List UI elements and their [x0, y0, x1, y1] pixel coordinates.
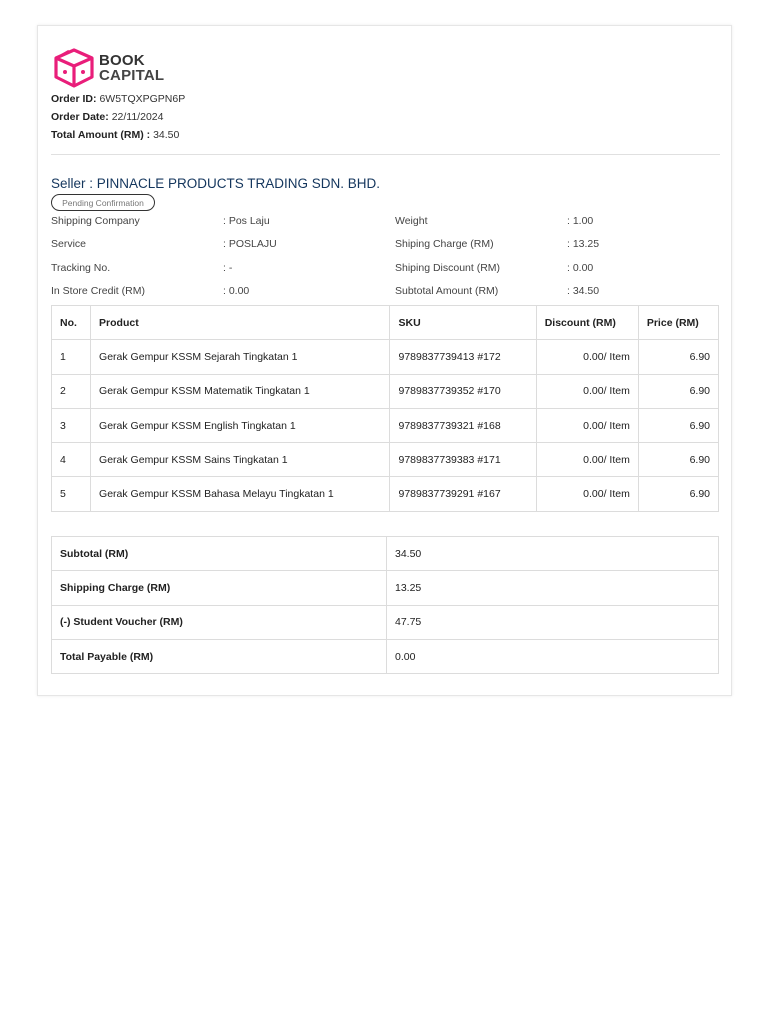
brand-line1: BOOK — [99, 52, 145, 69]
subtotal-amount-value: : 34.50 — [567, 285, 600, 297]
table-row — [52, 477, 719, 511]
shipping-company-label: Shipping Company — [51, 215, 140, 227]
item-product: Gerak Gempur KSSM English Tingkatan 1 — [91, 408, 390, 442]
table-row — [52, 340, 719, 374]
item-price: 6.90 — [638, 443, 718, 477]
order-card — [37, 25, 732, 696]
table-row — [52, 443, 719, 477]
table-row — [52, 537, 719, 571]
order-id: Order ID: 6W5TQXPGPN6P — [51, 93, 186, 105]
item-discount: 0.00/ Item — [536, 340, 638, 374]
subtotal-label: Subtotal (RM) — [52, 537, 387, 571]
subtotal-amount-label: Subtotal Amount (RM) — [395, 285, 499, 297]
col-header-sku: SKU — [390, 306, 536, 340]
voucher-value: 47.75 — [387, 605, 719, 639]
item-price: 6.90 — [638, 374, 718, 408]
item-product: Gerak Gempur KSSM Matematik Tingkatan 1 — [91, 374, 390, 408]
item-no: 3 — [52, 408, 91, 442]
table-row — [52, 571, 719, 605]
item-no: 1 — [52, 340, 91, 374]
table-row — [52, 639, 719, 673]
shipping-charge-label: Shiping Charge (RM) — [395, 238, 494, 250]
item-discount: 0.00/ Item — [536, 443, 638, 477]
voucher-label: (-) Student Voucher (RM) — [52, 605, 387, 639]
shipping-charge-value: : 13.25 — [567, 238, 600, 250]
service-label: Service — [51, 238, 87, 250]
divider — [51, 154, 720, 155]
col-header-price: Price (RM) — [638, 306, 718, 340]
brand-line2: CAPITAL — [99, 67, 165, 84]
item-discount: 0.00/ Item — [536, 408, 638, 442]
item-price: 6.90 — [638, 477, 718, 511]
table-row — [52, 408, 719, 442]
items-table — [51, 305, 719, 512]
order-date: Order Date: 22/11/2024 — [51, 111, 164, 123]
col-header-discount: Discount (RM) — [536, 306, 638, 340]
items-header-row — [52, 306, 719, 340]
total-payable-value: 0.00 — [387, 639, 719, 673]
table-row — [52, 605, 719, 639]
weight-label: Weight — [395, 215, 428, 227]
item-product: Gerak Gempur KSSM Bahasa Melayu Tingkatan 1 — [91, 477, 390, 511]
store-credit-value: : 0.00 — [223, 285, 250, 297]
item-sku: 9789837739383 #171 — [390, 443, 536, 477]
item-price: 6.90 — [638, 340, 718, 374]
item-sku: 9789837739413 #172 — [390, 340, 536, 374]
weight-value: : 1.00 — [567, 215, 594, 227]
order-total: Total Amount (RM) : 34.50 — [51, 129, 180, 141]
book-box-icon — [52, 47, 96, 89]
item-no: 5 — [52, 477, 91, 511]
item-no: 2 — [52, 374, 91, 408]
status-badge: Pending Confirmation — [51, 194, 155, 211]
seller-title: Seller : PINNACLE PRODUCTS TRADING SDN. BHD. — [51, 176, 381, 191]
item-sku: 9789837739321 #168 — [390, 408, 536, 442]
shipping-discount-label: Shiping Discount (RM) — [395, 262, 501, 274]
store-credit-label: In Store Credit (RM) — [51, 285, 145, 297]
totals-table — [51, 536, 719, 674]
tracking-label: Tracking No. — [51, 262, 111, 274]
shipping-company-value: : Pos Laju — [223, 215, 270, 227]
total-payable-label: Total Payable (RM) — [52, 639, 387, 673]
service-value: : POSLAJU — [223, 238, 277, 250]
col-header-product: Product — [91, 306, 390, 340]
item-sku: 9789837739352 #170 — [390, 374, 536, 408]
item-no: 4 — [52, 443, 91, 477]
shipping-discount-value: : 0.00 — [567, 262, 594, 274]
brand-logo — [52, 46, 164, 90]
item-product: Gerak Gempur KSSM Sains Tingkatan 1 — [91, 443, 390, 477]
item-product: Gerak Gempur KSSM Sejarah Tingkatan 1 — [91, 340, 390, 374]
item-discount: 0.00/ Item — [536, 477, 638, 511]
tracking-value: : - — [223, 262, 233, 274]
col-header-no: No. — [52, 306, 91, 340]
item-discount: 0.00/ Item — [536, 374, 638, 408]
shipping-total-label: Shipping Charge (RM) — [52, 571, 387, 605]
table-row — [52, 374, 719, 408]
subtotal-value: 34.50 — [387, 537, 719, 571]
item-sku: 9789837739291 #167 — [390, 477, 536, 511]
item-price: 6.90 — [638, 408, 718, 442]
shipping-total-value: 13.25 — [387, 571, 719, 605]
